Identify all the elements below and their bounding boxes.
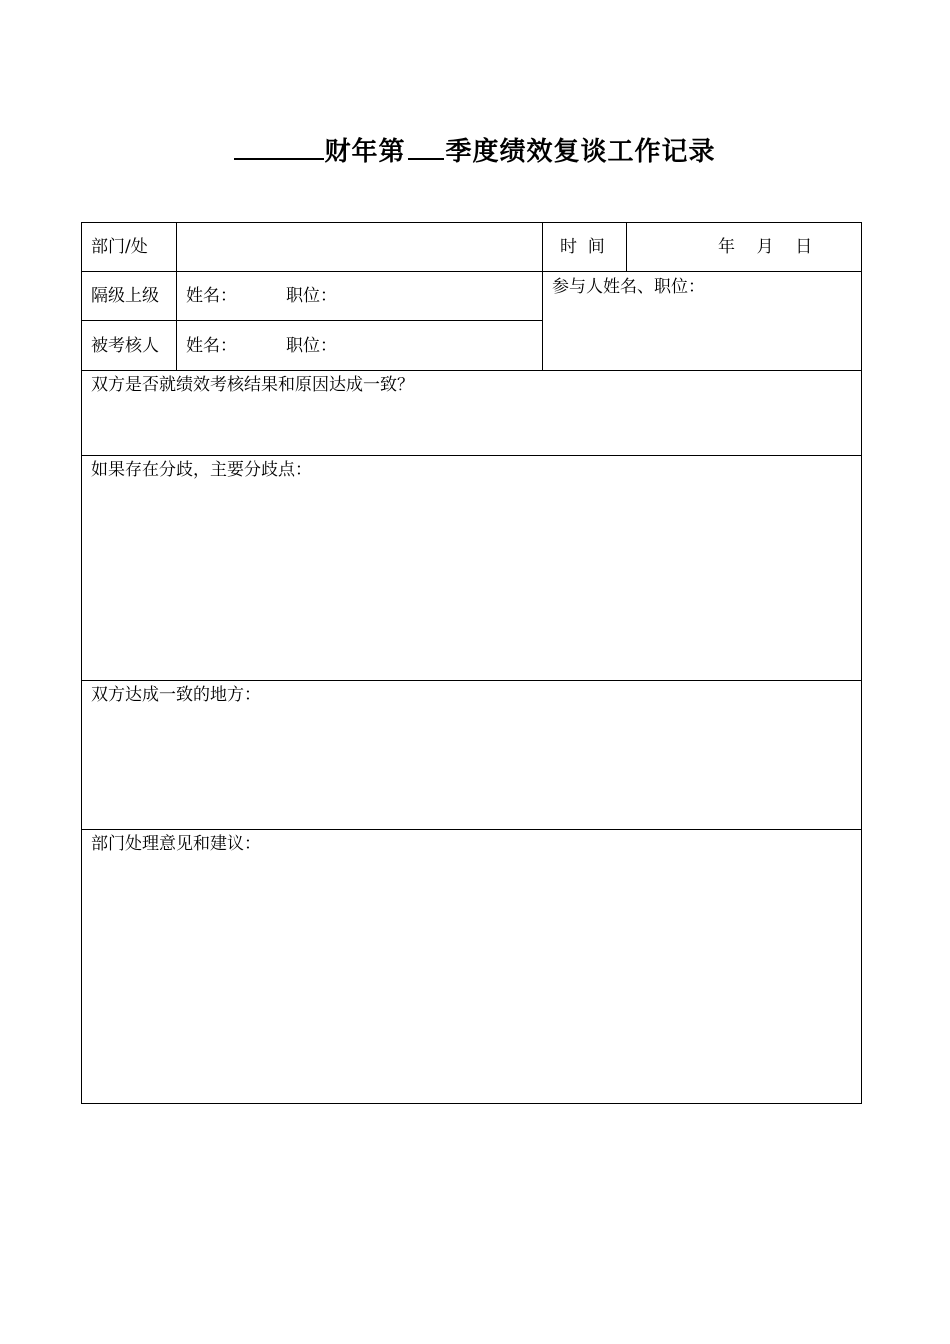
disagreement-field[interactable] [82, 482, 861, 680]
dept-label: 部门/处 [91, 237, 148, 257]
row-divider [82, 320, 542, 321]
appraisee-label: 被考核人 [91, 336, 159, 356]
superior-name-field[interactable]: 姓名： [186, 286, 237, 306]
superior-position-field[interactable]: 职位： [286, 286, 337, 306]
row-divider [82, 271, 861, 272]
date-field[interactable]: 年 月 日 [718, 237, 813, 257]
participants-field[interactable]: 参与人姓名、职位： [552, 277, 705, 297]
title-part2: 季度绩效复谈工作记录 [445, 137, 716, 167]
row-divider [82, 370, 861, 371]
quarter-blank[interactable] [408, 128, 444, 160]
dept-opinion-label: 部门处理意见和建议： [91, 834, 261, 854]
review-form [81, 222, 862, 1104]
consensus-question: 双方是否就绩效考核结果和原因达成一致？ [91, 375, 414, 395]
agreement-field[interactable] [82, 707, 861, 829]
row-divider [82, 680, 861, 681]
title-part1: 财年第 [324, 137, 406, 167]
row-divider [82, 455, 861, 456]
row-divider [82, 829, 861, 830]
agreement-label: 双方达成一致的地方： [91, 685, 261, 705]
dept-field[interactable] [177, 223, 542, 271]
column-divider [542, 223, 543, 370]
consensus-answer-field[interactable] [82, 397, 861, 455]
dept-opinion-field[interactable] [82, 856, 861, 1102]
appraisee-name-field[interactable]: 姓名： [186, 336, 237, 356]
appraisee-position-field[interactable]: 职位： [286, 336, 337, 356]
superior-label: 隔级上级 [91, 286, 159, 306]
fiscal-year-blank[interactable] [234, 128, 324, 160]
disagreement-label: 如果存在分歧，主要分歧点： [91, 460, 312, 480]
page-title [0, 128, 950, 174]
column-divider [626, 223, 627, 271]
time-label: 时 间 [560, 237, 605, 257]
